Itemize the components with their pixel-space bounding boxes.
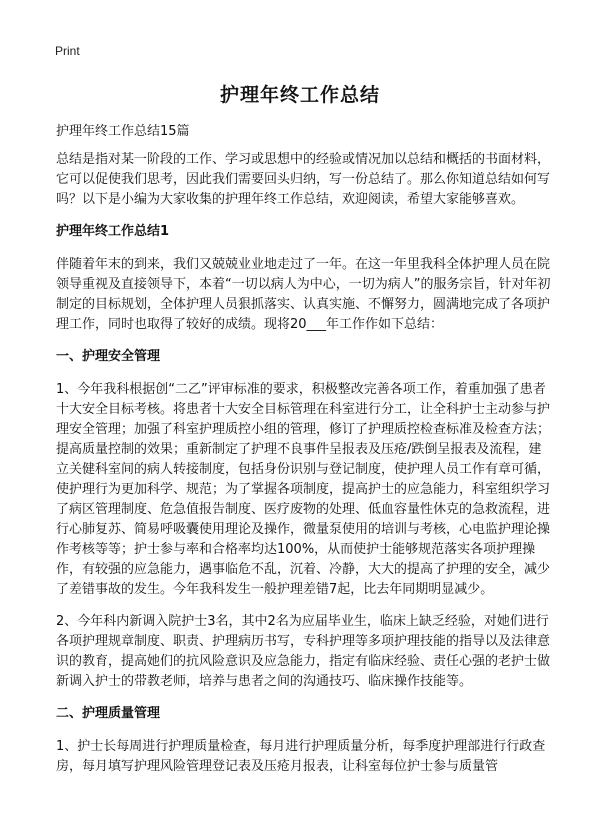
print-link[interactable]: Print (55, 44, 80, 58)
paragraph-quality-item-1: 1、护士长每周进行护理质量检查，每月进行护理质量分析，每季度护理部进行行政查房，每月填写护理风险管理登记表及压疮月报表，让科室每位护士参与质量管 (56, 739, 546, 774)
paragraph-safety-item-1: 1、今年我科根据创“二乙”评审标准的要求，积极整改完善各项工作，着重加强了患者十大安全目标考核。将患者十大安全目标管理在科室进行分工，让全科护士主动参与护理安全管理；加强了科室护理质控小组的管理，修订了护理质控检查标准及检查方法；提高质量控制的效果；重新制定了护理不良事件呈报表及压疮/跌倒呈报表及流程，建立关健科室间的病人转接制度，包括身份识别与登记制度，使护理人员工作有章可循，使护理行为更加科学、规范；为了掌握各项制度，提高护士的应急能力，科室组织学习了病区管理制度、危急值报告制度、医疗废物的处理、低血容量性休克的急救流程，进行心肺复苏、简易呼吸囊使用理论及操作，微量泵使用的培训与考核，心电监护理论操作考核等等；护士参与率和合格率均达100%，从而使护士能够规范落实各项护理操作，有较强的应急能力，遇事临危不乱，沉着、冷静，大大的提高了护理的安全，减少了差错事故的发生。今年我科发生一般护理差错7起，比去年同期明显减少。 (56, 382, 551, 597)
section-heading: 护理年终工作总结1 (56, 224, 170, 239)
subsection-heading-safety: 一、护理安全管理 (56, 349, 161, 364)
subsection-heading-quality: 二、护理质量管理 (56, 706, 161, 721)
intro-paragraph: 总结是指对某一阶段的工作、学习或思想中的经验或情况加以总结和概括的书面材料，它可以促使我们思考，因此我们需要回头归纳，写一份总结了。那么你知道总结如何写吗？以下是小编为大家收集的护理年终工作总结，欢迎阅读，希望大家能够喜欢。 (56, 152, 551, 207)
document-body (56, 122, 553, 789)
paragraph-safety-item-2: 2、今年科内新调入院护士3名，其中2名为应届毕业生，临床上缺乏经验，对她们进行各项护理规章制度、职责、护理病历书写，专科护理等多项护理技能的指导以及法律意识的教育，提高她们的抗风险意识及应急能力，指定有临床经验、责任心强的老护士做新调入护士的带教老师，培养与患者之间的沟通技巧、临床操作技能等。 (56, 614, 551, 689)
document-subtitle: 护理年终工作总结15篇 (56, 124, 190, 139)
page-title: 护理年终工作总结 (219, 84, 380, 106)
section-intro-paragraph: 伴随着年末的到来，我们又兢兢业业地走过了一年。在这一年里我科全体护理人员在院领导重视及直接领导下，本着“一切以病人为中心，一切为病人”的服务宗旨，针对年初制定的目标规划，全体护理人员狠抓落实、认真实施、不懈努力，圆满地完成了各项护理工作，同时也取得了较好的成绩。现将20___年工作作如下总结： (56, 257, 551, 332)
